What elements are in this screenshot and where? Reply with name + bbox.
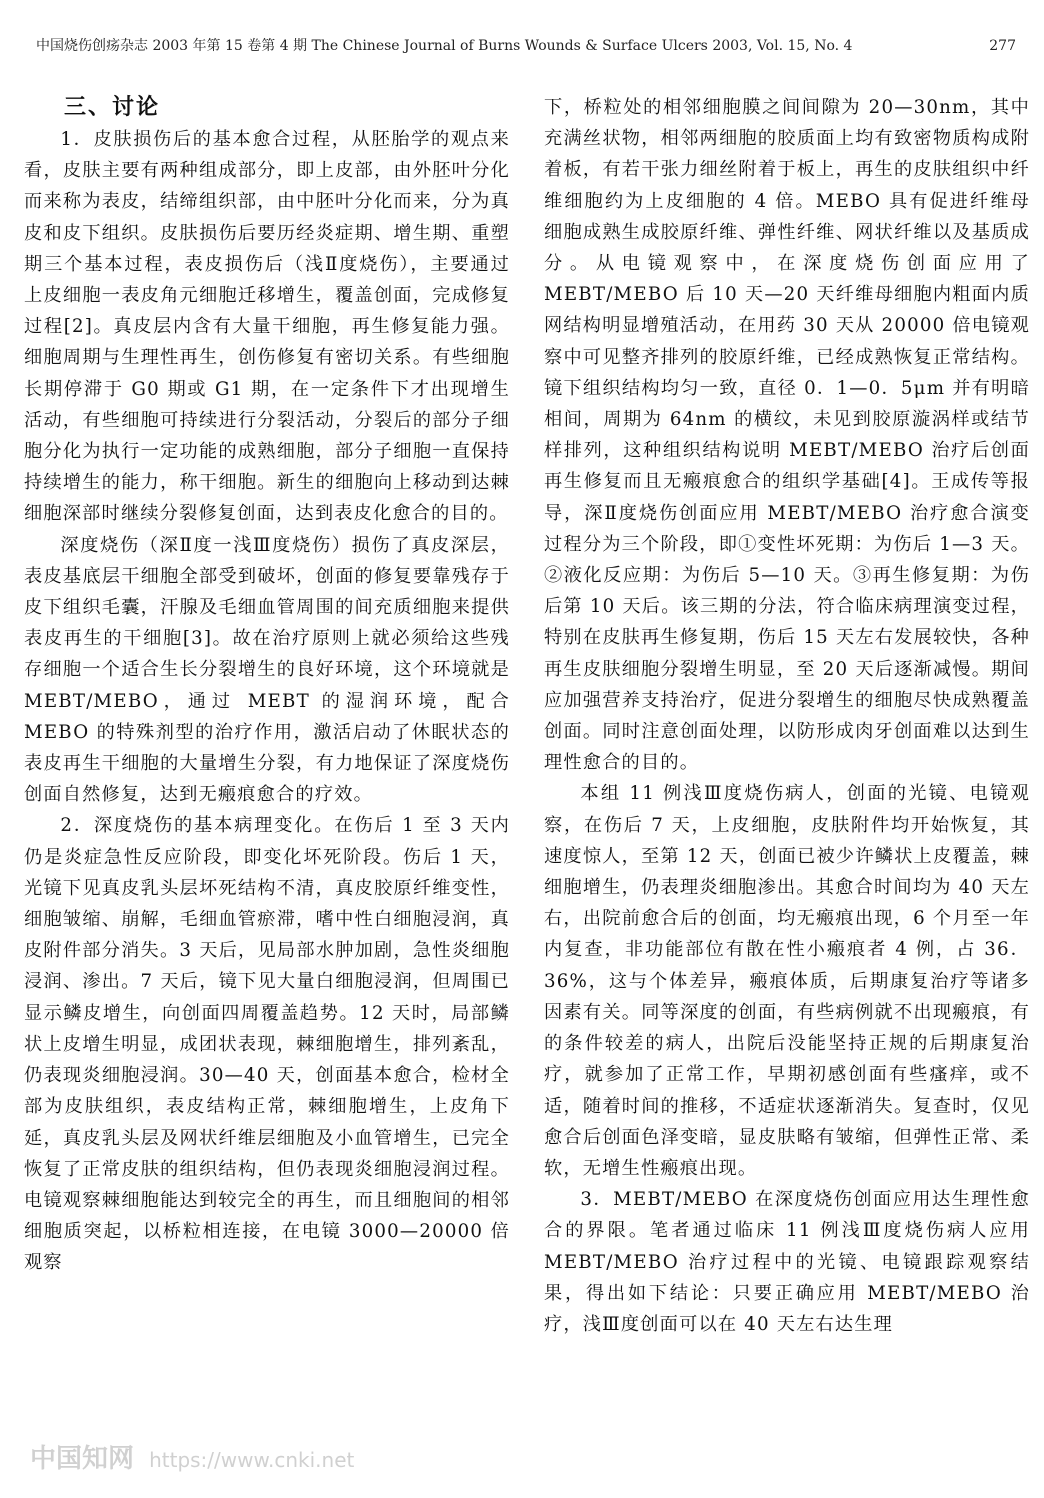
paragraph: 本组 11 例浅Ⅲ度烧伤病人，创面的光镜、电镜观察，在伤后 7 天，上皮细胞，皮肤附件均开始恢复，其速度惊人，至第 12 天，创面已被少许鳞状上皮覆盖，棘细胞增生，仍表理炎细胞渗出。其愈合时间均为 40 天左右，出院前愈合后的创面，均无瘢痕出现，6 个月至一年内复查，非功能部位有散在性小瘢痕者 4 例，占 36．36%，这与个体差异，瘢痕体质，后期康复治疗等诸多因素有关。同等深度的创面，有些病例就不出现瘢痕，有的条件较差的病人，出院后没能坚持正规的后期康复治疗，就参加了正常工作，早期初感创面有些瘙痒，或不适，随着时间的推移，不适症状逐渐消失。复查时，仅见愈合后创面色泽变暗，显皮肤略有皱缩，但弹性正常、柔软，无增生性瘢痕出现。 bbox=[544, 783, 1030, 1179]
journal-running-head: 中国烧伤创疡杂志 2003 年第 15 卷第 4 期 The Chinese Journal of Burns Wounds & Surface Ulcers 2003, Vol. 15, No. 4 bbox=[36, 38, 853, 54]
paragraph: 深度烧伤（深Ⅱ度一浅Ⅲ度烧伤）损伤了真皮深层，表皮基底层干细胞全部受到破坏，创面的修复要靠残存于皮下组织毛囊，汗腺及毛细血管周围的间充质细胞来提供表皮再生的干细胞[3]。故在治疗原则上就必须给这些残存细胞一个适合生长分裂增生的良好环境，这个环境就是 MEBT/MEBO，通过 MEBT 的湿润环境，配合 MEBO 的特殊剂型的治疗作用，激活启动了休眠状态的表皮再生干细胞的大量增生分裂，有力地保证了深度烧伤创面自然修复，达到无瘢痕愈合的疗效。 bbox=[24, 534, 510, 806]
running-header bbox=[36, 34, 1016, 58]
cnki-watermark bbox=[30, 1438, 354, 1475]
paragraph: 3．MEBT/MEBO 在深度烧伤创面应用达生理性愈合的界限。笔者通过临床 11 例浅Ⅲ度烧伤病人应用 MEBT/MEBO 治疗过程中的光镜、电镜跟踪观察结果，得出如下结论：只要正确应用 MEBT/MEBO 治疗，浅Ⅲ度创面可以在 40 天左右达生理 bbox=[544, 1189, 1030, 1335]
watermark-brand: 中国知网 bbox=[30, 1444, 135, 1474]
right-column bbox=[544, 92, 1030, 1340]
watermark-url: https://www.cnki.net bbox=[149, 1448, 355, 1472]
paragraph: 2．深度烧伤的基本病理变化。在伤后 1 至 3 天内仍是炎症急性反应阶段，即变化坏死阶段。伤后 1 天，光镜下见真皮乳头层坏死结构不清，真皮胶原纤维变性，细胞皱缩、崩解，毛细血管瘀滞，嗜中性白细胞浸润，真皮附件部分消失。3 天后，见局部水肿加剧，急性炎细胞浸润、渗出。7 天后，镜下见大量白细胞浸润，但周围已显示鳞皮增生，向创面四周覆盖趋势。12 天时，局部鳞状上皮增生明显，成团状表现，棘细胞增生，排列紊乱，仍表现炎细胞浸润。30—40 天，创面基本愈合，检材全部为皮肤组织，表皮结构正常，棘细胞增生，上皮角下延，真皮乳头层及网状纤维层细胞及小血管增生，已完全恢复了正常皮肤的组织结构，但仍表现炎细胞浸润过程。电镜观察棘细胞能达到较完全的再生，而且细胞间的相邻细胞质突起，以桥粒相连接，在电镜 3000—20000 倍观察 bbox=[24, 815, 510, 1274]
page-number: 277 bbox=[989, 38, 1016, 54]
section-title: 三、讨论 bbox=[64, 95, 161, 120]
paragraph: 下，桥粒处的相邻细胞膜之间间隙为 20—30nm，其中充满丝状物，相邻两细胞的胶质面上均有致密物质构成附着板，有若干张力细丝附着于板上，再生的皮肤组织中纤维细胞约为上皮细胞的 4 倍。MEBO 具有促进纤维母细胞成熟生成胶原纤维、弹性纤维、网状纤维以及基质成分。从电镜观察中，在深度烧伤创面应用了 MEBT/MEBO 后 10 天—20 天纤维母细胞内粗面内质网结构明显增殖活动，在用药 30 天从 20000 倍电镜观察中可见整齐排列的胶原纤维，已经成熟恢复正常结构。镜下组织结构均匀一致，直径 0．1—0．5μm 并有明暗相间，周期为 64nm 的横纹，未见到胶原漩涡样或结节样排列，这种组织结构说明 MEBT/MEBO 治疗后创面再生修复而且无瘢痕愈合的组织学基础[4]。王成传等报导，深Ⅱ度烧伤创面应用 MEBT/MEBO 治疗愈合演变过程分为三个阶段，即①变性坏死期：为伤后 1—3 天。②液化反应期：为伤后 5—10 天。③再生修复期：为伤后第 10 天后。该三期的分法，符合临床病理演变过程，特别在皮肤再生修复期，伤后 15 天左右发展较快，各种再生皮肤细胞分裂增生明显，至 20 天后逐渐减慢。期间应加强营养支持治疗，促进分裂增生的细胞尽快成熟覆盖创面。同时注意创面处理，以防形成肉牙创面难以达到生理性愈合的目的。 bbox=[544, 97, 1030, 774]
left-column bbox=[24, 92, 510, 1279]
paragraph: 1．皮肤损伤后的基本愈合过程，从胚胎学的观点来看，皮肤主要有两种组成部分，即上皮部，由外胚叶分化而来称为表皮，结缔组织部，由中胚叶分化而来，分为真皮和皮下组织。皮肤损伤后要历经炎症期、增生期、重塑期三个基本过程，表皮损伤后（浅Ⅱ度烧伤），主要通过上皮细胞一表皮角元细胞迁移增生，覆盖创面，完成修复过程[2]。真皮层内含有大量干细胞，再生修复能力强。细胞周期与生理性再生，创伤修复有密切关系。有些细胞长期停滞于 G0 期或 G1 期，在一定条件下才出现增生活动，有些细胞可持续进行分裂活动，分裂后的部分子细胞分化为执行一定功能的成熟细胞，部分子细胞一直保持持续增生的能力，称干细胞。新生的细胞向上移动到达棘细胞深部时继续分裂修复创面，达到表皮化愈合的目的。 bbox=[24, 129, 510, 525]
